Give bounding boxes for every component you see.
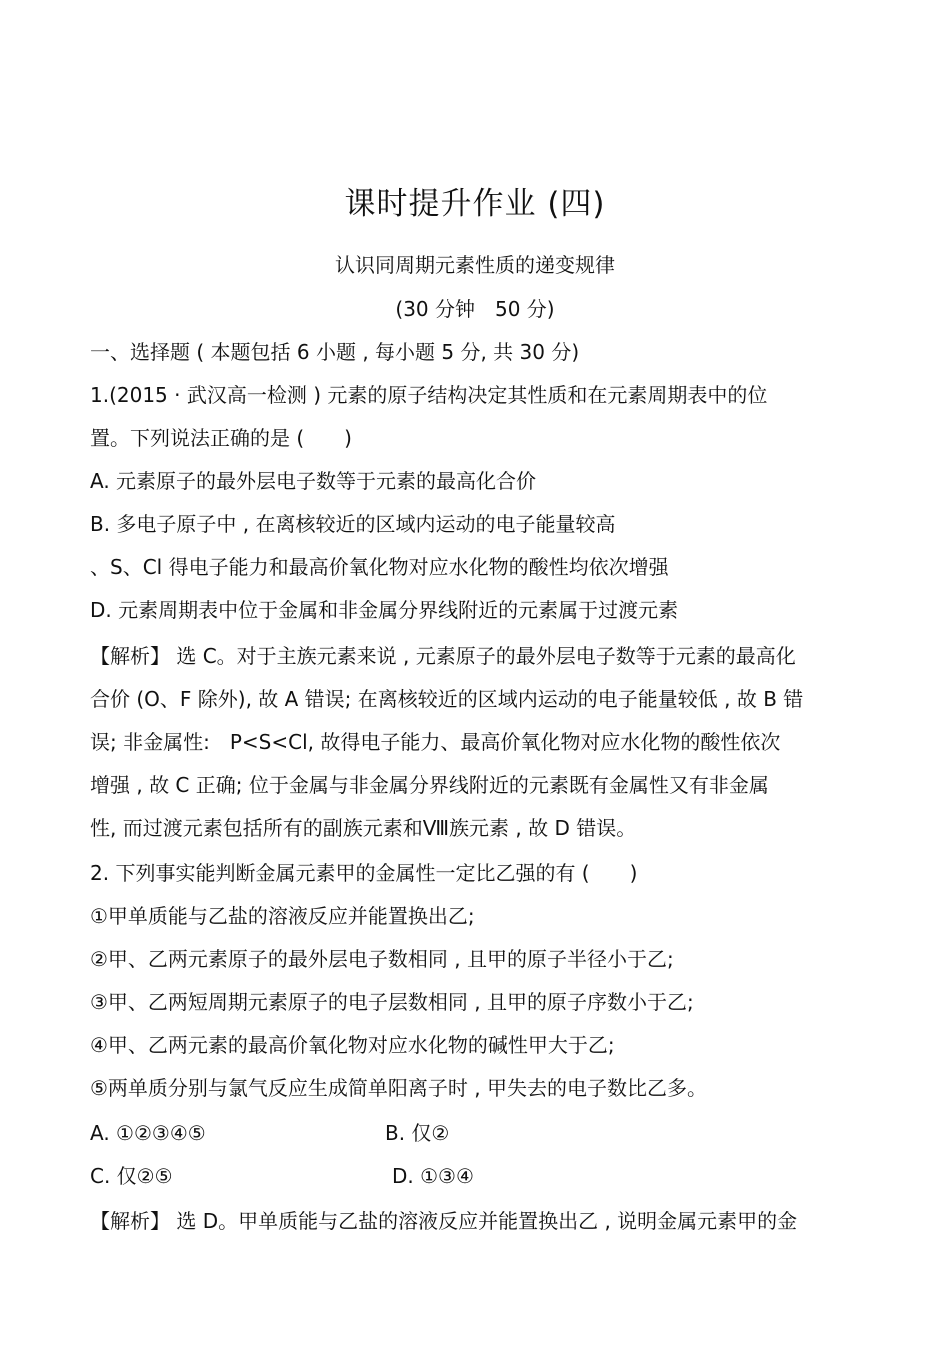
question-2-option-a: A. ①②③④⑤	[90, 1121, 206, 1145]
question-2-item-2: ②甲、乙两元素原子的最外层电子数相同 , 且甲的原子半径小于乙;	[90, 947, 674, 971]
question-2-option-b: B. 仅②	[385, 1121, 450, 1145]
question-1-stem: 1.(2015 · 武汉高一检测 ) 元素的原子结构决定其性质和在元素周期表中的位	[90, 383, 768, 407]
question-1-option-c: 、S、Cl 得电子能力和最高价氧化物对应水化物的酸性均依次增强	[90, 555, 669, 579]
analysis-1-line-3: 误; 非金属性: P<S<Cl, 故得电子能力、最高价氧化物对应水化物的酸性依次	[90, 730, 781, 754]
question-2-item-3: ③甲、乙两短周期元素原子的电子层数相同 , 且甲的原子序数小于乙;	[90, 990, 694, 1014]
question-2-item-1: ①甲单质能与乙盐的溶液反应并能置换出乙;	[90, 904, 475, 928]
page-title: 课时提升作业 (四)	[344, 186, 606, 222]
question-1-stem-cont: 置。下列说法正确的是 ( )	[90, 426, 352, 450]
question-2-item-5: ⑤两单质分别与氯气反应生成简单阳离子时 , 甲失去的电子数比乙多。	[90, 1076, 708, 1100]
question-2-option-d: D. ①③④	[392, 1164, 474, 1188]
analysis-1-line-4: 增强 , 故 C 正确; 位于金属与非金属分界线附近的元素既有金属性又有非金属	[90, 773, 769, 797]
section-heading: 一、选择题 ( 本题包括 6 小题 , 每小题 5 分, 共 30 分)	[90, 340, 580, 364]
question-2-option-c: C. 仅②⑤	[90, 1164, 173, 1188]
question-1-option-b: B. 多电子原子中 , 在离核较近的区域内运动的电子能量较高	[90, 512, 616, 536]
page-subtitle: 认识同周期元素性质的递变规律	[335, 253, 615, 277]
question-1-option-a: A. 元素原子的最外层电子数等于元素的最高化合价	[90, 469, 537, 493]
question-1-option-d: D. 元素周期表中位于金属和非金属分界线附近的元素属于过渡元素	[90, 598, 679, 622]
analysis-1-line-5: 性, 而过渡元素包括所有的副族元素和Ⅷ族元素 , 故 D 错误。	[90, 816, 637, 840]
analysis-1-line-2: 合价 (O、F 除外), 故 A 错误; 在离核较近的区域内运动的电子能量较低 , 故 B 错	[90, 687, 804, 711]
question-2-item-4: ④甲、乙两元素的最高价氧化物对应水化物的碱性甲大于乙;	[90, 1033, 615, 1057]
analysis-2-line-1: 【解析】 选 D。甲单质能与乙盐的溶液反应并能置换出乙 , 说明金属元素甲的金	[90, 1209, 798, 1233]
question-2-stem: 2. 下列事实能判断金属元素甲的金属性一定比乙强的有 ( )	[90, 861, 638, 885]
time-score-note: (30 分钟 50 分)	[395, 297, 555, 321]
analysis-1-line-1: 【解析】 选 C。对于主族元素来说 , 元素原子的最外层电子数等于元素的最高化	[90, 644, 796, 668]
